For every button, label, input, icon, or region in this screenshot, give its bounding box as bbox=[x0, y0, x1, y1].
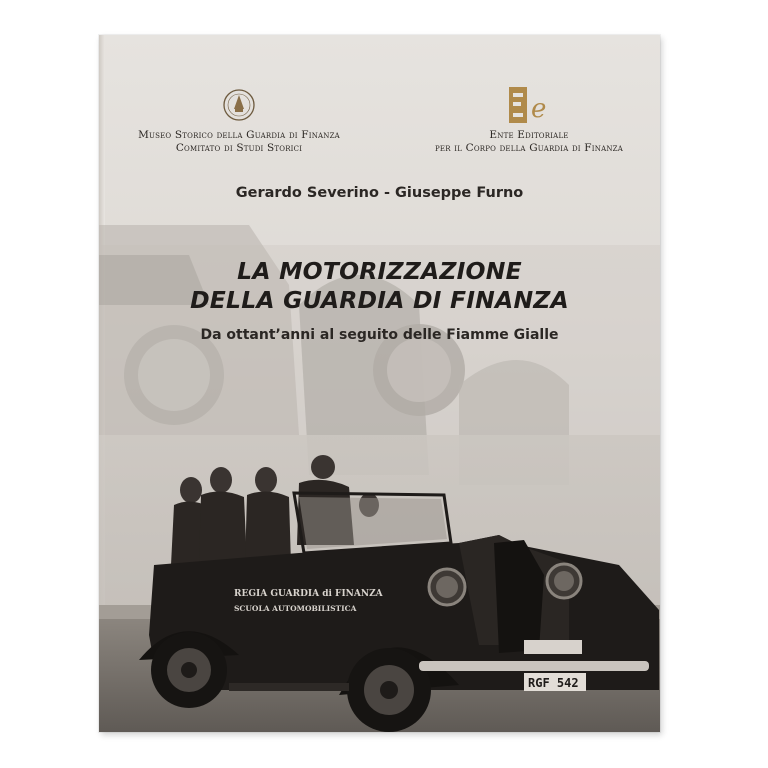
car-door-text-1: REGIA GUARDIA di FINANZA bbox=[234, 589, 383, 599]
book-title-line-2: DELLA GUARDIA DI FINANZA bbox=[190, 286, 569, 314]
book-title bbox=[99, 257, 660, 315]
museum-emblem-icon bbox=[222, 85, 256, 125]
publisher-subtitle: per il Corpo della Guardia di Finanza bbox=[435, 142, 623, 154]
vintage-car-photo bbox=[99, 435, 660, 732]
committee-name: Comitato di Studi Storici bbox=[175, 142, 303, 154]
museo-storico-logo-block bbox=[99, 85, 379, 155]
ente-editoriale-logo-block bbox=[399, 85, 659, 155]
book-authors: Gerardo Severino - Giuseppe Furno bbox=[235, 185, 524, 201]
publisher-name: Ente Editoriale bbox=[489, 129, 569, 141]
license-plate-text: RGF 542 bbox=[528, 676, 579, 690]
car-door-text-2: SCUOLA AUTOMOBILISTICA bbox=[234, 604, 357, 613]
museum-name: Museo Storico della Guardia di Finanza bbox=[138, 129, 340, 141]
book-title-line-1: LA MOTORIZZAZIONE bbox=[237, 257, 522, 285]
book-cover bbox=[99, 35, 660, 732]
ente-editoriale-logo-icon bbox=[507, 85, 551, 125]
svg-text:e: e bbox=[531, 94, 547, 124]
book-subtitle: Da ottant’anni al seguito delle Fiamme Gialle bbox=[200, 327, 559, 343]
